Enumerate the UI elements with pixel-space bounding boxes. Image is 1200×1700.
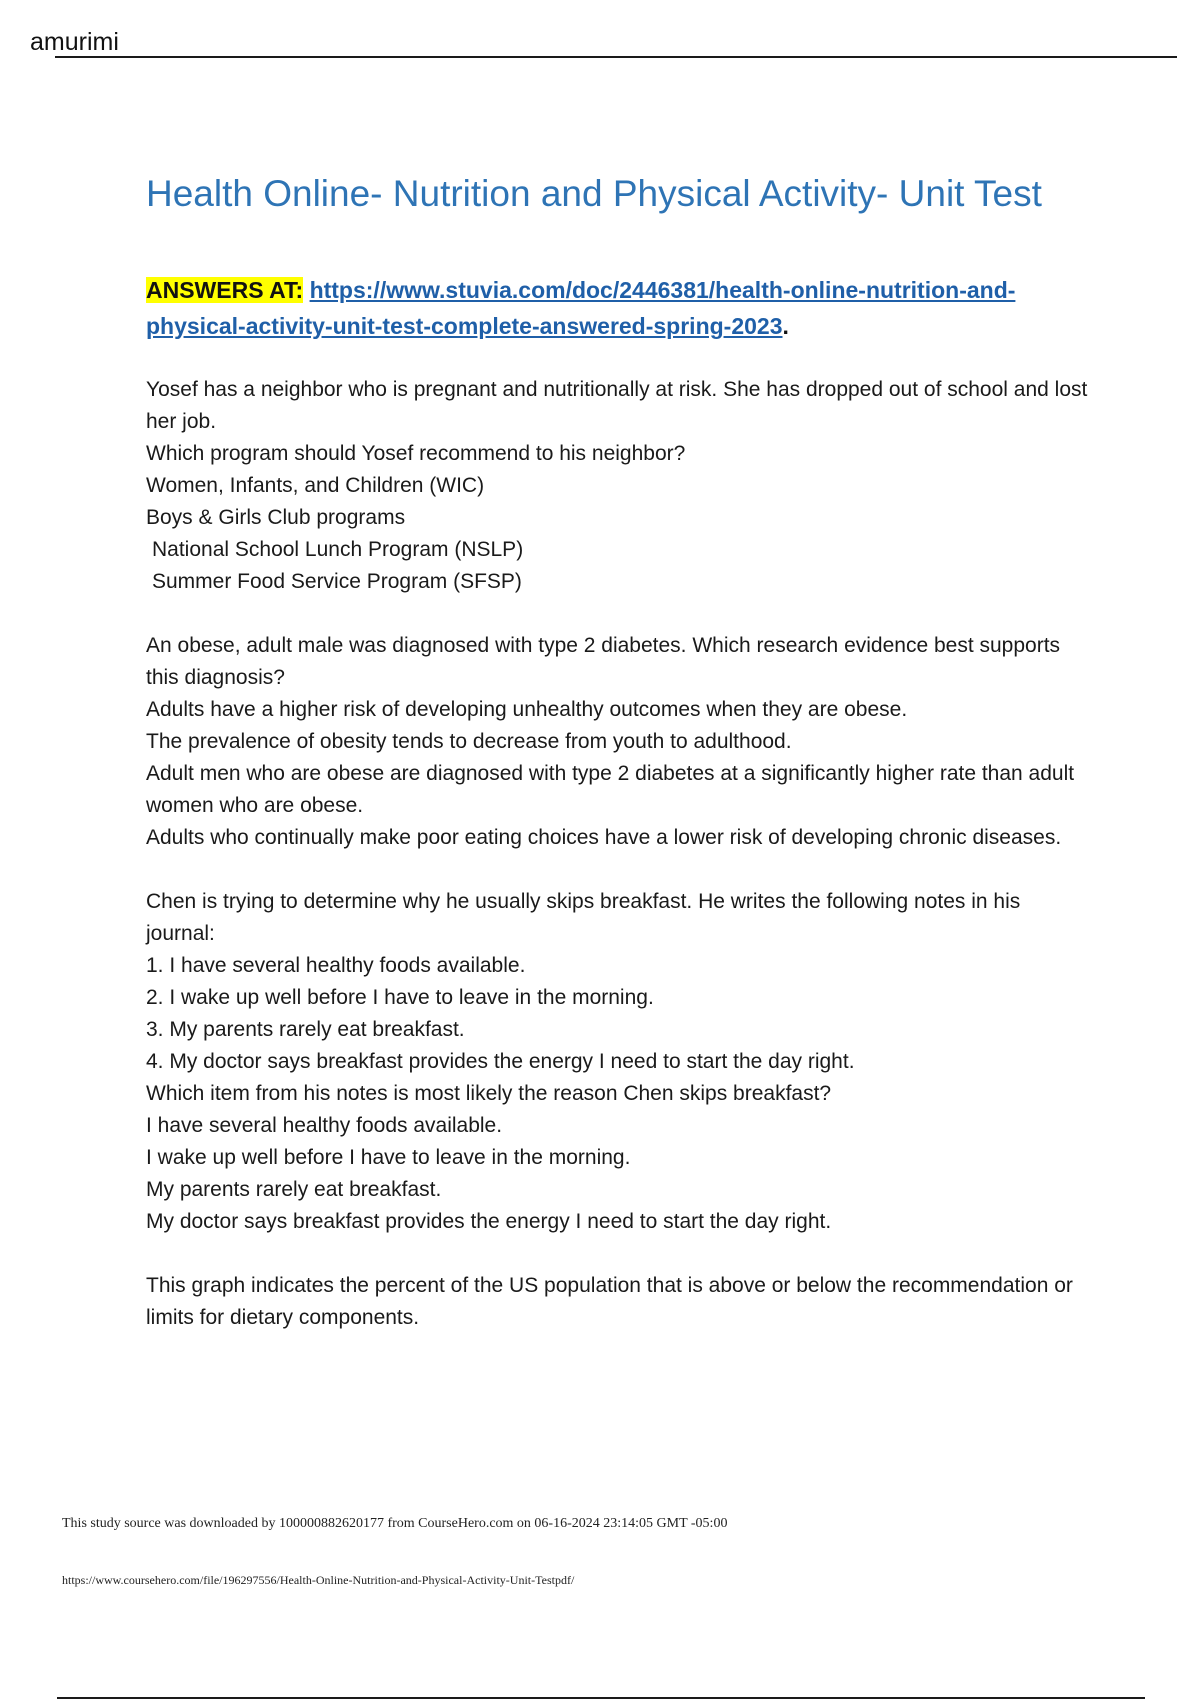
answer-option: Boys & Girls Club programs (146, 506, 406, 529)
answer-option: Adult men who are obese are diagnosed with type 2 diabetes at a significantly higher rate than adult women who are obese. (146, 762, 1075, 817)
journal-note: 1. I have several healthy foods available. (146, 954, 526, 977)
answer-option: Adults who continually make poor eating choices have a lower risk of developing chronic diseases. (146, 826, 1062, 849)
question-text: Yosef has a neighbor who is pregnant and nutritionally at risk. She has dropped out of school and lost her job. (146, 378, 1088, 433)
answer-option: My doctor says breakfast provides the energy I need to start the day right. (146, 1210, 832, 1233)
answer-option: National School Lunch Program (NSLP) (152, 538, 524, 561)
answers-label: ANSWERS AT: (146, 277, 304, 303)
journal-note: 2. I wake up well before I have to leave in the morning. (146, 986, 654, 1009)
answers-line (146, 272, 1076, 344)
question-breakfast (146, 886, 1091, 1238)
answer-option: The prevalence of obesity tends to decrease from youth to adulthood. (146, 730, 792, 753)
username-label: amurimi (30, 28, 119, 56)
source-url: https://www.coursehero.com/file/196297556/Health-Online-Nutrition-and-Physical-Activity-Unit-Testpdf/ (62, 1573, 575, 1587)
question-text: Chen is trying to determine why he usually skips breakfast. He writes the following notes in his journal: (146, 890, 1021, 945)
question-prompt: Which program should Yosef recommend to his neighbor? (146, 442, 686, 465)
question-diabetes (146, 630, 1091, 854)
footer-rule (57, 1697, 1145, 1699)
question-text: This graph indicates the percent of the US population that is above or below the recommendation or limits for dietary components. (146, 1274, 1073, 1329)
document-title: Health Online- Nutrition and Physical Activity- Unit Test (146, 173, 1042, 214)
answer-option: Summer Food Service Program (SFSP) (152, 570, 522, 593)
question-text: An obese, adult male was diagnosed with type 2 diabetes. Which research evidence best supports this diagnosis? (146, 634, 1061, 689)
answer-option: I wake up well before I have to leave in the morning. (146, 1146, 631, 1169)
journal-note: 3. My parents rarely eat breakfast. (146, 1018, 465, 1041)
header-rule (55, 56, 1177, 58)
journal-note: 4. My doctor says breakfast provides the energy I need to start the day right. (146, 1050, 855, 1073)
answer-option: Adults have a higher risk of developing unhealthy outcomes when they are obese. (146, 698, 908, 721)
answer-option: Women, Infants, and Children (WIC) (146, 474, 485, 497)
question-prompt: Which item from his notes is most likely the reason Chen skips breakfast? (146, 1082, 832, 1105)
answer-option: My parents rarely eat breakfast. (146, 1178, 442, 1201)
download-source-note: This study source was downloaded by 100000882620177 from CourseHero.com on 06-16-2024 23:14:05 GMT -05:00 (62, 1516, 728, 1531)
answer-option: I have several healthy foods available. (146, 1114, 503, 1137)
answers-trailing: . (782, 313, 789, 339)
question-graph (146, 1270, 1091, 1334)
question-wic (146, 374, 1091, 598)
answers-link[interactable]: https://www.stuvia.com/doc/2446381/health-online-nutrition-and-physical-activity-unit-test-complete-answered-spring-2023 (146, 277, 1016, 339)
question-list (146, 374, 1091, 1366)
